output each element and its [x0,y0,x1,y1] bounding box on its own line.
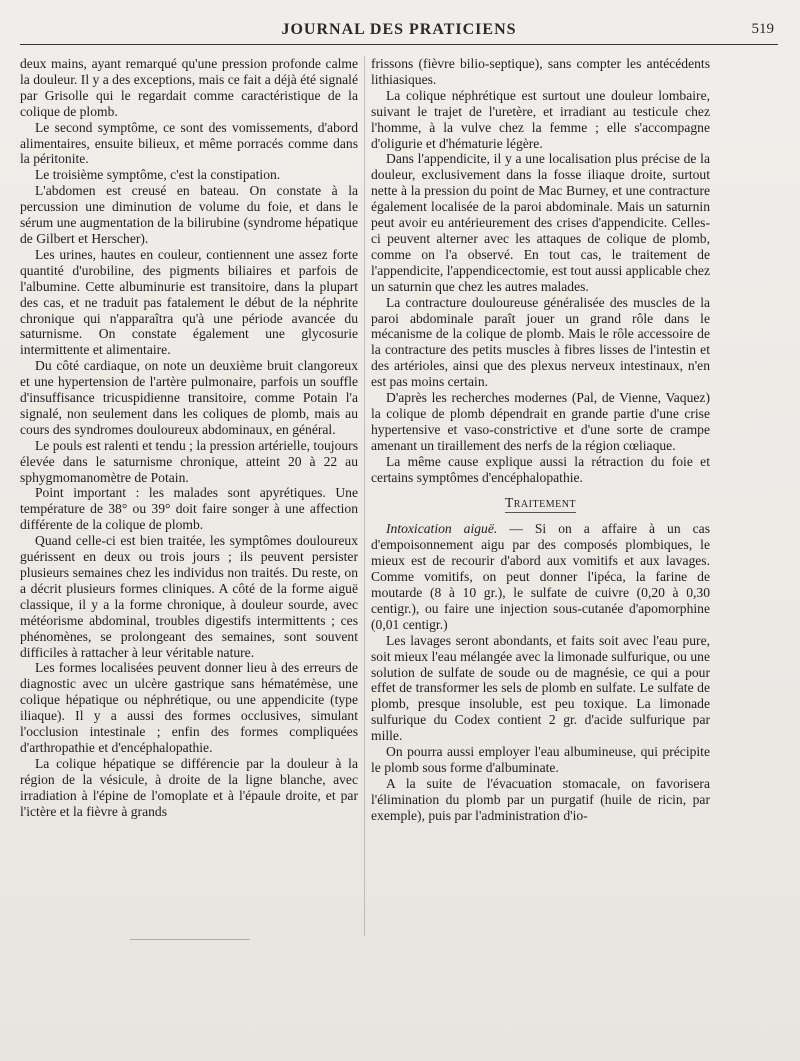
running-header [20,18,778,45]
paragraph: La contracture douloureuse généralisée des muscles de la paroi abdominale paraît jouer un grand rôle dans le mécanisme de la colique de plomb. Mais le rôle accessoire de la contracture des petits muscles à fibres lisses de l'intestin et des artérioles, ainsi que des plexus nerveux intestinaux, n'en est pas moins certain. [371,294,710,390]
right-column-bottom [371,521,710,823]
paragraph-text: — Si on a affaire à un cas d'empoisonnement aigu par des composés plombiques, le mieux est de recourir d'abord aux vomitifs et aux lavages. Comme vomitifs, on peut donner l'ipéca, la farine de moutarde (8 à 10 gr.), le sulfate de cuivre (0,20 à 0,30 centigr.), ou faire une injection sous-cutanée d'apomorphine (0,01 centigr.) [371,521,710,632]
paragraph: deux mains, ayant remarqué qu'une pression profonde calme la douleur. Il y a des exceptions, mais ce fait a déjà été signalé par Grisolle qui le regardait comme caractéristique de la colique de plomb. [20,56,358,119]
paragraph: D'après les recherches modernes (Pal, de Vienne, Vaquez) la colique de plomb dépendrait en grande partie d'une crise hypertensive et vaso-constrictive et d'une sorte de crampe amenant un tiraillement des nerfs de la région cœliaque. [371,390,710,453]
paragraph: Le second symptôme, ce sont des vomissements, d'abord alimentaires, ensuite bilieux, et même porracés comme dans la péritonite. [20,119,358,167]
column-divider [364,56,365,936]
paragraph: Quand celle-ci est bien traitée, les symptômes douloureux guérissent en deux ou trois jours ; ils peuvent persister plusieurs semaines chez les individus non traités. Du reste, on a décrit plusieurs formes cliniques. A côté de la forme aiguë classique, il y a la forme chronique, à douleur sourde, avec météorisme abdominal, troubles digestifs intermittents ; ces phénomènes, se prolongeant des semaines, sont souvent difficiles à rattacher à leur véritable nature. [20,533,358,660]
paragraph: La colique néphrétique est surtout une douleur lombaire, suivant le trajet de l'uretère, et irradiant au testicule chez l'homme, à la vulve chez la femme ; elle s'accompagne d'oligurie et d'hématurie légère. [371,87,710,151]
paragraph [371,521,710,632]
paragraph: Les formes localisées peuvent donner lieu à des erreurs de diagnostic avec un ulcère gastrique sans hématémèse, une colique hépatique ou néphrétique, ou une appendicite (type iliaque). Il y a aussi des formes occlusives, simulant l'occlusion intestinale ; enfin des formes compliquées d'arthropathie et d'encéphalopathie. [20,660,358,755]
page-number: 519 [751,21,774,37]
left-column [20,56,358,820]
paragraph: La même cause explique aussi la rétraction du foie et certains symptômes d'encéphalopathie. [371,453,710,485]
section-heading-text: Traitement [505,495,576,513]
right-column [371,56,710,824]
bottom-rule [130,939,250,940]
paragraph: Point important : les malades sont apyrétiques. Une température de 38° ou 39° doit faire songer à une affection différente de la colique de plomb. [20,485,358,533]
section-heading [371,495,710,513]
paragraph: On pourra aussi employer l'eau albumineuse, qui précipite le plomb sous forme d'albuminate. [371,744,710,775]
paragraph: Le troisième symptôme, c'est la constipation. [35,167,281,183]
right-column-top [371,56,710,485]
paragraph: Les urines, hautes en couleur, contiennent une assez forte quantité d'urobiline, des pigments biliaires et parfois de l'albumine. Cette albuminurie est transitoire, dans la plupart des cas, et ne traduit pas fatalement le début de la néphrite chronique qui n'apparaîtra qu'à une période avancée du saturnisme. On constate également une glycosurie intermittente et alimentaire. [20,246,358,358]
paragraph: L'abdomen est creusé en bateau. On constate à la percussion une diminution de volume du foie, et dans le sérum une augmentation de la bilirubine (syndrome hépatique de Gilbert et Herscher). [20,183,358,246]
paragraph: Les lavages seront abondants, et faits soit avec l'eau pure, soit mieux l'eau mélangée avec la limonade sulfurique, ou une solution de sulfate de soude ou de magnésie, ce qui a pour effet de transformer les sels de plomb en sulfate. Le sulfate de plomb, presque insoluble, est peu toxique. La limonade sulfurique du Codex contient 2 gr. d'acide sulfurique par mille. [371,632,710,744]
paragraph: Dans l'appendicite, il y a une localisation plus précise de la douleur, exclusivement dans la fosse iliaque droite, surtout nette à la pression du point de Mac Burney, et une contracture également localisée de la paroi abdominale. Mais un saturnin peut avoir eu antérieurement des crises d'appendicite. Celles-ci peuvent alterner avec les attaques de colique de plomb, comme on l'a observé. En tout cas, le traitement de l'appendicite, l'appendicectomie, est tout aussi applicable chez un saturnin que chez les autres malades. [371,151,710,294]
paragraph: frissons (fièvre bilio-septique), sans compter les antécédents lithiasiques. [371,56,710,87]
paragraph: A la suite de l'évacuation stomacale, on favorisera l'élimination du plomb par un purgatif (huile de ricin, par exemple), puis par l'administration d'io- [371,775,710,823]
paragraph-lead: Intoxication aiguë. [386,521,498,537]
paragraph: Le pouls est ralenti et tendu ; la pression artérielle, toujours élevée dans le saturnisme chronique, atteint 20 à 22 au sphygmomanomètre de Potain. [20,437,358,485]
paragraph: Du côté cardiaque, on note un deuxième bruit clangoreux et une hypertension de l'artère pulmonaire, parfois un souffle d'insuffisance tricuspidienne transitoire, comme Potain l'a signalé, non seulement dans les coliques de plomb, mais au cours des syndromes douloureux abdominaux, en général. [20,358,358,437]
journal-title: JOURNAL DES PRATICIENS [281,21,517,38]
paragraph: La colique hépatique se différencie par la douleur à la région de la vésicule, à droite de la ligne blanche, avec irradiation à l'épine de l'omoplate et à l'épaule droite, et par l'ictère et la fièvre à grands [20,755,358,819]
